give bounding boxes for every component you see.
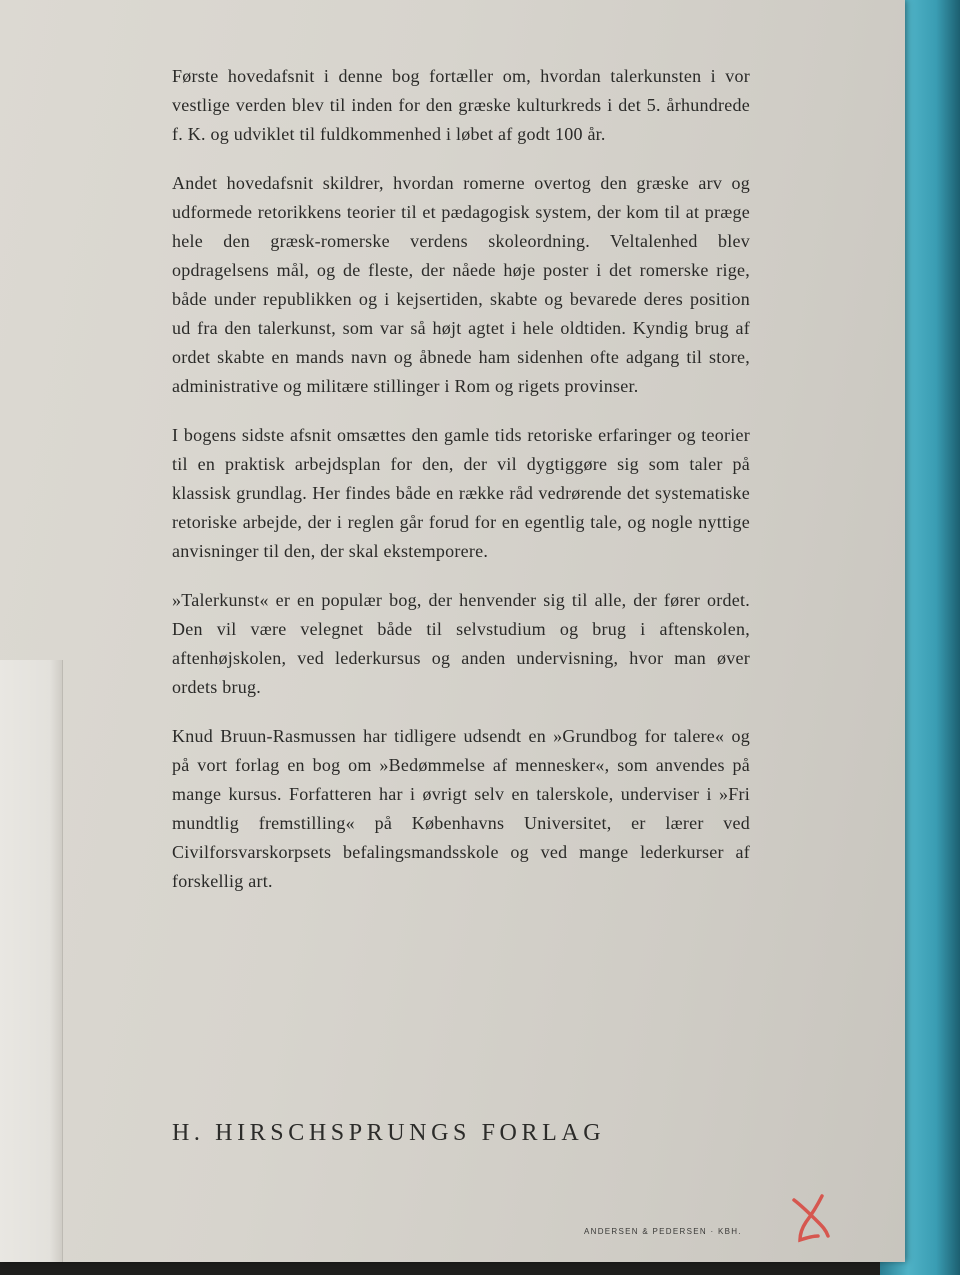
- paragraph-3: I bogens sidste afsnit omsættes den gamle tids retoriske erfaringer og teorier til en praktisk arbejdsplan for den, der vil dygtiggøre sig som taler på klassisk grundlag. Her findes både en række råd vedrørende det systematiske retoriske arbejde, der i reglen går forud for en egentlig tale, og nogle nyttige anvisninger til den, der skal ekstemporere.: [172, 425, 750, 561]
- paragraph-1: Første hovedafsnit i denne bog fortæller om, hvordan talerkunsten i vor vestlige verden blev til inden for den græske kulturkreds i det 5. århundrede f. K. og udviklet til fuldkommenhed i løbet af godt 100 år.: [172, 66, 750, 144]
- blurb-text: [172, 62, 750, 916]
- paper-fold: [0, 660, 63, 1262]
- paragraph-5: Knud Bruun-Rasmussen har tidligere udsendt en »Grundbog for talere« og på vort forlag en bog om »Bedømmelse af mennesker«, som anvendes på mange kursus. Forfatteren har i øvrigt selv en talerskole, underviser i »Fri mundtlig fremstilling« på Københavns Universitet, er lærer ved Civilforsvarskorpsets befalingsmandsskole og ved mange lederkurser af forskellig art.: [172, 726, 750, 891]
- paragraph-2: Andet hovedafsnit skildrer, hvordan romerne overtog den græske arv og udformede retorikkens teorier til et pædagogisk system, der kom til at præge hele den græsk-romerske verdens skoleordning. Veltalenhed blev opdragelsens mål, og de fleste, der nåede høje poster i det romerske rige, både under republikken og i kejsertiden, skabte og bevarede deres position ud fra den talerkunst, som var så højt agtet i hele oldtiden. Kyndig brug af ordet skabte en mands navn og åbnede ham sidenhen ofte adgang til store, administrative og militære stillinger i Rom og rigets provinser.: [172, 173, 750, 396]
- printer-imprint: ANDERSEN & PEDERSEN · KBH.: [584, 1227, 742, 1236]
- red-pen-mark: [788, 1192, 832, 1244]
- paragraph-4: »Talerkunst« er en populær bog, der henvender sig til alle, der fører ordet. Den vil være velegnet både til selvstudium og brug i aftenskolen, aftenhøjskolen, ved lederkursus og anden undervisning, hvor man øver ordets brug.: [172, 590, 750, 697]
- publisher-name: H. HIRSCHSPRUNGS FORLAG: [172, 1120, 606, 1146]
